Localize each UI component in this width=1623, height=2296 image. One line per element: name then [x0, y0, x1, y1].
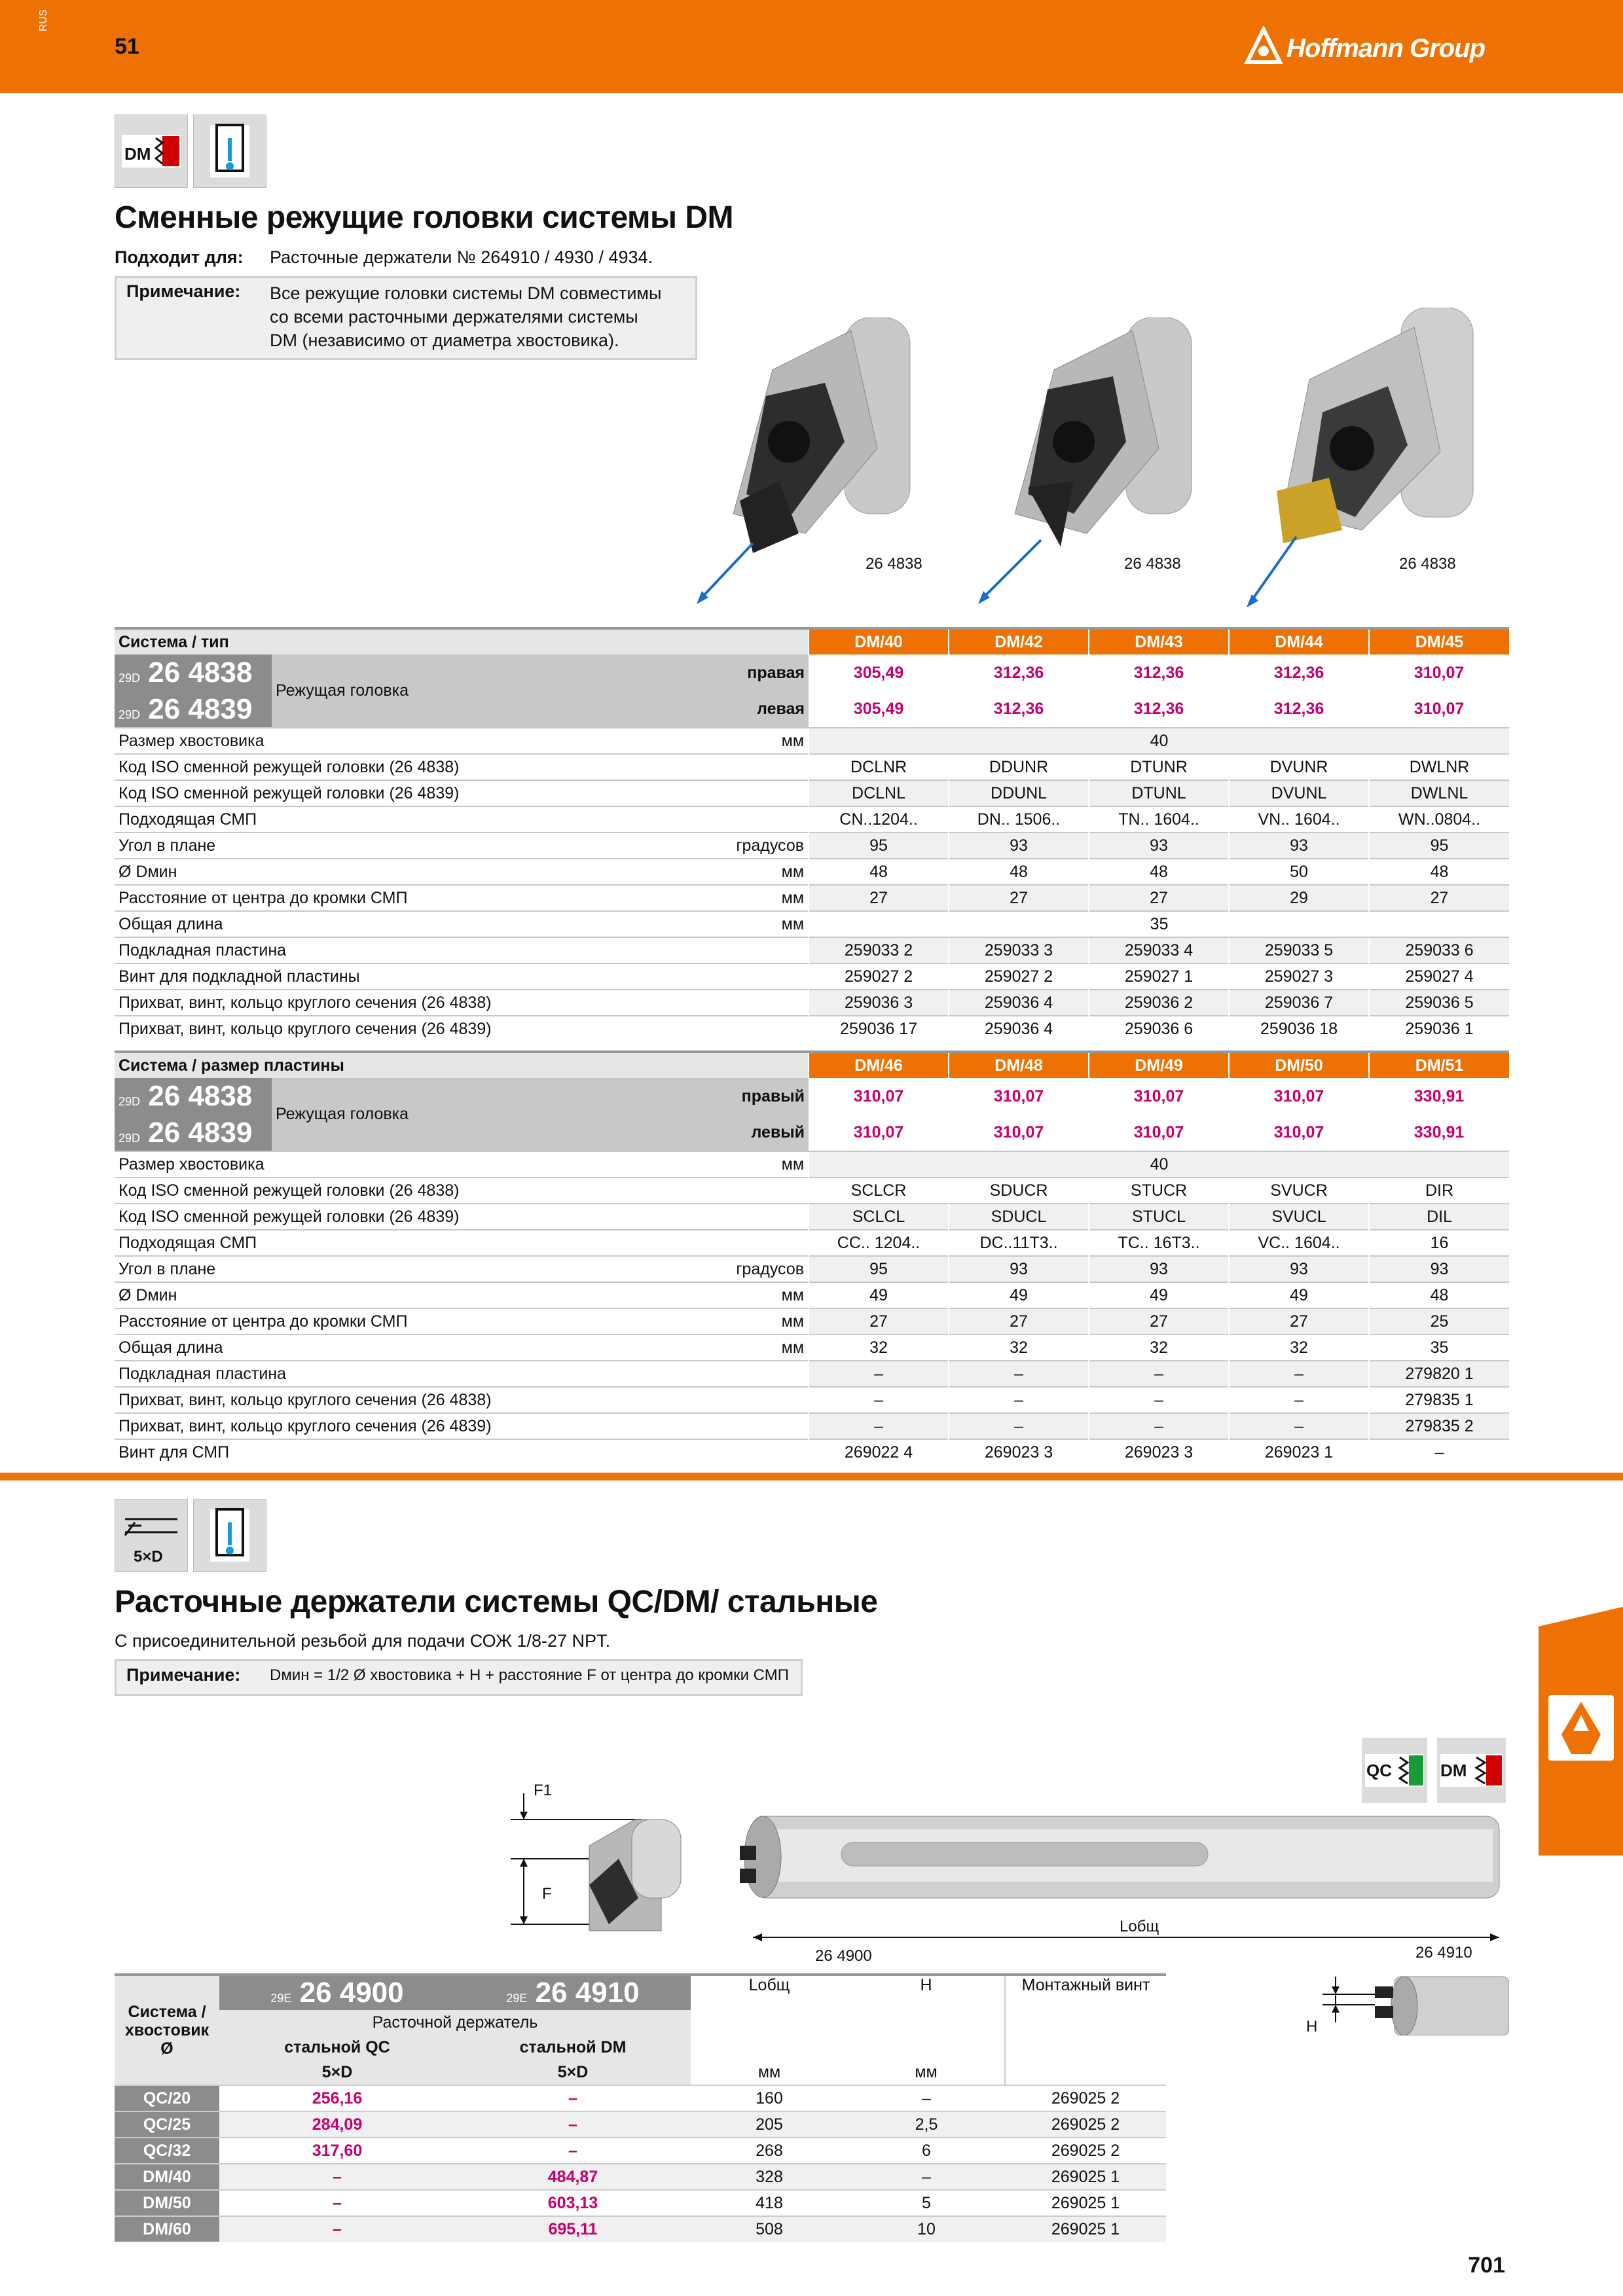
row-label: Угол в плане	[115, 833, 586, 859]
cell-value: 259036 1	[1369, 1016, 1509, 1041]
column-header: DM/45	[1369, 628, 1509, 655]
cell-value: –	[949, 1361, 1089, 1387]
price: 256,16	[312, 2089, 363, 2108]
section-divider	[0, 1473, 1623, 1480]
label-264900: 26 4900	[815, 1947, 872, 1965]
row-unit: мм	[586, 1151, 809, 1177]
price: 330,91	[1413, 1123, 1465, 1141]
row-label: Прихват, винт, кольцо круглого сечения (26 4839)	[115, 1016, 809, 1041]
column-header: DM/43	[1089, 628, 1229, 655]
price: 305,49	[853, 700, 904, 718]
cell-value: 279820 1	[1369, 1361, 1509, 1387]
cell-value: 269023 1	[1229, 1439, 1369, 1465]
cell-value: DTUNL	[1089, 780, 1229, 806]
cell-value: 259036 6	[1089, 1016, 1229, 1041]
unit-h: мм	[915, 2062, 938, 2081]
coolant-icon	[193, 1499, 266, 1572]
row-unit	[586, 1413, 809, 1439]
cell-value: 27	[1369, 885, 1509, 911]
cell-value: SDUCL	[949, 1204, 1089, 1230]
fits-label: Подходит для:	[115, 247, 244, 267]
row-label: Подходящая СМП	[115, 806, 586, 833]
cell-value: 48	[949, 859, 1089, 885]
cell-value: DVUNL	[1229, 780, 1369, 806]
cell-value: 93	[1089, 1256, 1229, 1282]
article-number: 29D 26 4839	[115, 1115, 272, 1151]
column-header: DM/49	[1089, 1052, 1229, 1078]
column-header: DM/40	[809, 628, 949, 655]
cell-value: 259036 2	[1089, 990, 1229, 1016]
cell-value: TN.. 1604..	[1089, 806, 1229, 833]
header-l: Lобщ	[748, 1976, 790, 1994]
cell-value: DTUNR	[1089, 754, 1229, 780]
fits-text: Расточные держатели № 264910 / 4930 / 4934.	[270, 247, 653, 267]
cell-value: DDUNR	[949, 754, 1089, 780]
article-number: 29E 26 4900	[219, 1975, 455, 2010]
cell-value: 279835 1	[1369, 1387, 1509, 1413]
cell-h: –	[922, 2089, 931, 2108]
holder-table	[115, 1973, 1166, 2242]
row-label: Расстояние от центра до кромки СМП	[115, 885, 586, 911]
cell-value: DVUNR	[1229, 754, 1369, 780]
side-tab-tip	[1539, 1607, 1623, 1626]
system-shank-label: Система / хвостовик Ø	[115, 1975, 219, 2085]
system-cell: QC/32	[115, 2138, 219, 2164]
cell-value: 40	[809, 728, 1509, 754]
price: 312,36	[993, 700, 1044, 718]
qc-badge-label: QC	[1366, 1761, 1392, 1780]
row-label: Ø Dмин	[115, 1282, 586, 1308]
price: 312,36	[1273, 700, 1324, 718]
price: –	[333, 2193, 342, 2212]
cell-value: SVUCR	[1229, 1177, 1369, 1204]
cell-value: DC..11T3..	[949, 1230, 1089, 1256]
page-number-bottom: 701	[1468, 2253, 1505, 2278]
section2-subtitle: С присоединительной резьбой для подачи СОЖ 1/8-27 NPT.	[115, 1631, 611, 1651]
row-unit	[586, 806, 809, 833]
row-label: Код ISO сменной режущей головки (26 4838)	[115, 1177, 586, 1204]
ratio-label: 5×D	[455, 2060, 691, 2085]
section2-title: Расточные держатели системы QC/DM/ стальные	[115, 1585, 878, 1619]
cell-value: DN.. 1506..	[949, 806, 1089, 833]
cell-value: –	[1369, 1439, 1509, 1465]
column-header: DM/48	[949, 1052, 1089, 1078]
price: 310,07	[993, 1086, 1044, 1105]
cell-value: DCLNR	[809, 754, 949, 780]
price: 312,36	[993, 663, 1044, 682]
photo-label-1: 26 4838	[866, 555, 922, 573]
row-label: Угол в плане	[115, 1256, 586, 1282]
cell-screw: 269025 2	[1051, 2141, 1120, 2160]
row-unit: градусов	[586, 833, 809, 859]
price: 284,09	[312, 2115, 363, 2134]
side-label: правый	[586, 1078, 809, 1115]
cell-value: –	[949, 1413, 1089, 1439]
cell-value: 40	[809, 1151, 1509, 1177]
logo-icon	[1244, 26, 1283, 65]
cell-value: 269023 3	[1089, 1439, 1229, 1465]
cell-value: 27	[949, 885, 1089, 911]
cell-h: –	[922, 2167, 931, 2186]
row-label: Общая длина	[115, 1335, 586, 1361]
cell-value: 259036 5	[1369, 990, 1509, 1016]
row-label: Код ISO сменной режущей головки (26 4839)	[115, 1204, 586, 1230]
cell-value: DDUNL	[949, 780, 1089, 806]
column-header: DM/42	[949, 628, 1089, 655]
cell-value: 27	[1089, 1308, 1229, 1335]
column-header: DM/51	[1369, 1052, 1509, 1078]
cell-value: 259036 4	[949, 990, 1089, 1016]
row-unit: мм	[586, 859, 809, 885]
cutting-head-label: Режущая головка	[272, 655, 586, 728]
row-unit: мм	[586, 1282, 809, 1308]
price: 312,36	[1133, 700, 1184, 718]
row-label: Размер хвостовика	[115, 1151, 586, 1177]
row-label: Код ISO сменной режущей головки (26 4839)	[115, 780, 586, 806]
price: 317,60	[312, 2141, 363, 2160]
cell-value: WN..0804..	[1369, 806, 1509, 833]
cell-value: –	[1089, 1413, 1229, 1439]
row-label: Прихват, винт, кольцо круглого сечения (26 4839)	[115, 1413, 586, 1439]
cell-value: SCLCR	[809, 1177, 949, 1204]
price: 310,07	[1413, 663, 1465, 682]
cell-value: DIR	[1369, 1177, 1509, 1204]
price: 603,13	[547, 2193, 598, 2212]
cell-value: 48	[1369, 1282, 1509, 1308]
cell-value: 259027 3	[1229, 963, 1369, 990]
cell-value: 259033 3	[949, 937, 1089, 963]
boring-bar-drawing	[511, 1780, 1532, 1957]
cell-value: 269023 3	[949, 1439, 1089, 1465]
cell-value: 93	[1229, 1256, 1369, 1282]
cell-value: CN..1204..	[809, 806, 949, 833]
price: 310,07	[1133, 1123, 1184, 1141]
type-label: стальной DM	[455, 2035, 691, 2060]
cell-l: 418	[756, 2193, 783, 2212]
cell-value: 49	[1229, 1282, 1369, 1308]
cell-value: 93	[949, 1256, 1089, 1282]
photo-label-3: 26 4838	[1399, 555, 1456, 573]
dm-system-icon	[115, 115, 188, 188]
system-size-label: Система / размер пластины	[115, 1052, 809, 1078]
price: –	[568, 2115, 577, 2134]
price: 312,36	[1133, 663, 1184, 682]
row-label: Подкладная пластина	[115, 1361, 586, 1387]
cell-value: 48	[809, 859, 949, 885]
side-label: правая	[586, 655, 809, 691]
row-label: Расстояние от центра до кромки СМП	[115, 1308, 586, 1335]
row-unit	[586, 1230, 809, 1256]
header-screw: Монтажный винт	[1005, 1975, 1166, 2085]
cell-value: SDUCR	[949, 1177, 1089, 1204]
cell-value: 93	[949, 833, 1089, 859]
cell-h: 2,5	[915, 2115, 938, 2134]
system-cell: DM/50	[115, 2190, 219, 2216]
row-unit	[586, 1177, 809, 1204]
cell-screw: 269025 1	[1051, 2167, 1120, 2186]
cell-value: 95	[809, 1256, 949, 1282]
cell-value: 49	[809, 1282, 949, 1308]
column-header: DM/50	[1229, 1052, 1369, 1078]
cell-value: 25	[1369, 1308, 1509, 1335]
cell-value: 93	[1229, 833, 1369, 859]
brand-name: Hoffmann Group	[1286, 34, 1486, 63]
cell-value: SCLCL	[809, 1204, 949, 1230]
row-label: Код ISO сменной режущей головки (26 4838)	[115, 754, 586, 780]
row-unit: мм	[586, 1308, 809, 1335]
row-label: Ø Dмин	[115, 859, 586, 885]
cell-value: 259027 4	[1369, 963, 1509, 990]
row-unit: мм	[586, 885, 809, 911]
column-header: DM/44	[1229, 628, 1369, 655]
cell-value: SVUCL	[1229, 1204, 1369, 1230]
price: 305,49	[853, 663, 904, 682]
dm-badge-label: DM	[1440, 1761, 1467, 1780]
cell-value: 279835 2	[1369, 1413, 1509, 1439]
cell-value: 259036 18	[1229, 1016, 1369, 1041]
price: 330,91	[1413, 1086, 1465, 1105]
article-number: 29D 26 4838	[115, 655, 272, 691]
article-number: 29D 26 4838	[115, 1078, 272, 1115]
price: 312,36	[1273, 663, 1324, 682]
price: 310,07	[1273, 1086, 1324, 1105]
cell-value: 49	[1089, 1282, 1229, 1308]
cell-value: 27	[949, 1308, 1089, 1335]
row-unit	[586, 1387, 809, 1413]
cell-value: 50	[1229, 859, 1369, 885]
row-label: Подходящая СМП	[115, 1230, 586, 1256]
label-264910: 26 4910	[1415, 1944, 1472, 1962]
row-label: Общая длина	[115, 911, 586, 937]
row-label: Прихват, винт, кольцо круглого сечения (26 4838)	[115, 1387, 586, 1413]
coolant-icon	[193, 115, 266, 188]
cell-screw: 269025 1	[1051, 2193, 1120, 2212]
article-number: 29E 26 4910	[455, 1975, 691, 2010]
cell-l: 205	[756, 2115, 783, 2134]
cell-value: CC.. 1204..	[809, 1230, 949, 1256]
cell-value: –	[1089, 1387, 1229, 1413]
cell-value: 259033 5	[1229, 937, 1369, 963]
row-unit: мм	[586, 1335, 809, 1361]
type-label: стальной QC	[219, 2035, 455, 2060]
cell-value: 259033 2	[809, 937, 949, 963]
price: 695,11	[548, 2219, 598, 2238]
cell-value: 35	[809, 911, 1509, 937]
cell-value: VC.. 1604..	[1229, 1230, 1369, 1256]
price: –	[568, 2141, 577, 2160]
ratio-label: 5×D	[219, 2060, 455, 2085]
system-cell: DM/40	[115, 2164, 219, 2190]
cell-value: DWLNL	[1369, 780, 1509, 806]
cell-value: 32	[949, 1335, 1089, 1361]
cell-screw: 269025 2	[1051, 2089, 1120, 2108]
row-unit	[586, 1439, 809, 1465]
cell-value: 48	[1369, 859, 1509, 885]
cell-value: STUCL	[1089, 1204, 1229, 1230]
cell-value: 32	[809, 1335, 949, 1361]
row-unit	[586, 1204, 809, 1230]
price: –	[333, 2219, 342, 2238]
price: 310,07	[853, 1123, 904, 1141]
cell-value: DIL	[1369, 1204, 1509, 1230]
cell-value: 29	[1229, 885, 1369, 911]
cell-screw: 269025 1	[1051, 2219, 1120, 2238]
cell-value: 259036 17	[809, 1016, 949, 1041]
dim-h: H	[1306, 2018, 1318, 2036]
cell-value: 93	[1089, 833, 1229, 859]
cell-l: 160	[756, 2089, 783, 2108]
cell-value: 259036 4	[949, 1016, 1089, 1041]
spec-table-1	[115, 627, 1509, 1041]
price: –	[333, 2167, 342, 2186]
cell-value: 93	[1369, 1256, 1509, 1282]
cell-value: VN.. 1604..	[1229, 806, 1369, 833]
system-cell: QC/20	[115, 2085, 219, 2111]
cell-value: 259027 2	[809, 963, 949, 990]
cell-l: 508	[756, 2219, 783, 2238]
cell-value: –	[809, 1387, 949, 1413]
row-label: Винт для СМП	[115, 1439, 586, 1465]
cell-value: 27	[1089, 885, 1229, 911]
dim-f1: F1	[534, 1782, 553, 1799]
cell-l: 328	[756, 2167, 783, 2186]
cell-value: 32	[1229, 1335, 1369, 1361]
cell-value: 269022 4	[809, 1439, 949, 1465]
note-text: Все режущие головки системы DM совместимы со всеми расточными держателями системы DM (независимо от диаметра хвостовика).	[270, 283, 662, 350]
cell-value: 259033 4	[1089, 937, 1229, 963]
row-unit: мм	[586, 911, 809, 937]
cell-value: –	[809, 1361, 949, 1387]
section1-title: Сменные режущие головки системы DM	[115, 200, 734, 235]
row-label: Прихват, винт, кольцо круглого сечения (26 4838)	[115, 990, 809, 1016]
cell-value: 95	[1369, 833, 1509, 859]
system-cell: DM/60	[115, 2216, 219, 2242]
header-h: H	[920, 1976, 932, 1994]
row-label: Подкладная пластина	[115, 937, 809, 963]
note-text-2: Dмин = 1/2 Ø хвостовика + H + расстояние F от центра до кромки СМП	[270, 1666, 789, 1684]
cell-value: 259027 2	[949, 963, 1089, 990]
cell-h: 5	[922, 2193, 931, 2212]
price: 484,87	[547, 2167, 598, 2186]
photo-label-2: 26 4838	[1124, 555, 1181, 573]
row-unit: мм	[586, 728, 809, 754]
svg-text:DM: DM	[124, 144, 151, 164]
column-header: DM/46	[809, 1052, 949, 1078]
cell-h: 10	[917, 2219, 936, 2238]
5xd-depth-icon	[115, 1499, 188, 1572]
spec-table-2	[115, 1050, 1509, 1465]
cell-value: 259027 1	[1089, 963, 1229, 990]
cell-value: 259036 3	[809, 990, 949, 1016]
cell-value: 259033 6	[1369, 937, 1509, 963]
dm-holder-drawing	[1296, 1964, 1509, 2036]
row-label: Размер хвостовика	[115, 728, 586, 754]
note-label-2: Примечание:	[126, 1665, 241, 1685]
cutting-head-label: Режущая головка	[272, 1078, 586, 1151]
turning-tool-icon	[1548, 1695, 1614, 1761]
cell-value: –	[1229, 1387, 1369, 1413]
page-number-top: 51	[115, 34, 139, 59]
svg-text:5×D: 5×D	[134, 1548, 163, 1566]
cell-value: DCLNL	[809, 780, 949, 806]
note-label: Примечание:	[126, 281, 241, 301]
cell-value: 95	[809, 833, 949, 859]
cell-value: 35	[1369, 1335, 1509, 1361]
cell-value: –	[809, 1413, 949, 1439]
cell-l: 268	[756, 2141, 783, 2160]
cell-value: 27	[1229, 1308, 1369, 1335]
price: 310,07	[1413, 700, 1465, 718]
price: 310,07	[853, 1086, 904, 1105]
cell-value: DWLNR	[1369, 754, 1509, 780]
row-unit	[586, 754, 809, 780]
cell-value: STUCR	[1089, 1177, 1229, 1204]
price: 310,07	[1273, 1123, 1324, 1141]
cell-value: –	[1089, 1361, 1229, 1387]
price: –	[568, 2089, 577, 2108]
row-unit	[586, 1361, 809, 1387]
cell-value: 49	[949, 1282, 1089, 1308]
row-label: Винт для подкладной пластины	[115, 963, 809, 990]
article-number: 29D 26 4839	[115, 691, 272, 728]
price: 310,07	[1133, 1086, 1184, 1105]
cell-value: 16	[1369, 1230, 1509, 1256]
row-unit: градусов	[586, 1256, 809, 1282]
side-label: левая	[586, 691, 809, 728]
cell-value: 259036 7	[1229, 990, 1369, 1016]
price: 310,07	[993, 1123, 1044, 1141]
cell-value: 48	[1089, 859, 1229, 885]
holder-label: Расточной держатель	[219, 2010, 691, 2035]
row-unit	[586, 780, 809, 806]
cell-value: 27	[809, 1308, 949, 1335]
unit-l: мм	[757, 2062, 781, 2081]
cell-value: 32	[1089, 1335, 1229, 1361]
system-cell: QC/25	[115, 2111, 219, 2138]
cell-value: 27	[809, 885, 949, 911]
cell-screw: 269025 2	[1051, 2115, 1120, 2134]
system-type-label: Система / тип	[115, 628, 809, 655]
cell-value: TC.. 16T3..	[1089, 1230, 1229, 1256]
cell-value: –	[949, 1387, 1089, 1413]
dim-l: Lобщ	[1120, 1918, 1159, 1935]
cell-value: –	[1229, 1361, 1369, 1387]
language-code: RUS	[38, 9, 49, 31]
dim-f: F	[542, 1885, 552, 1903]
cell-value: –	[1229, 1413, 1369, 1439]
product-photo-2	[976, 317, 1218, 605]
product-photo-3	[1244, 308, 1506, 609]
cell-h: 6	[922, 2141, 931, 2160]
side-label: левый	[586, 1115, 809, 1151]
